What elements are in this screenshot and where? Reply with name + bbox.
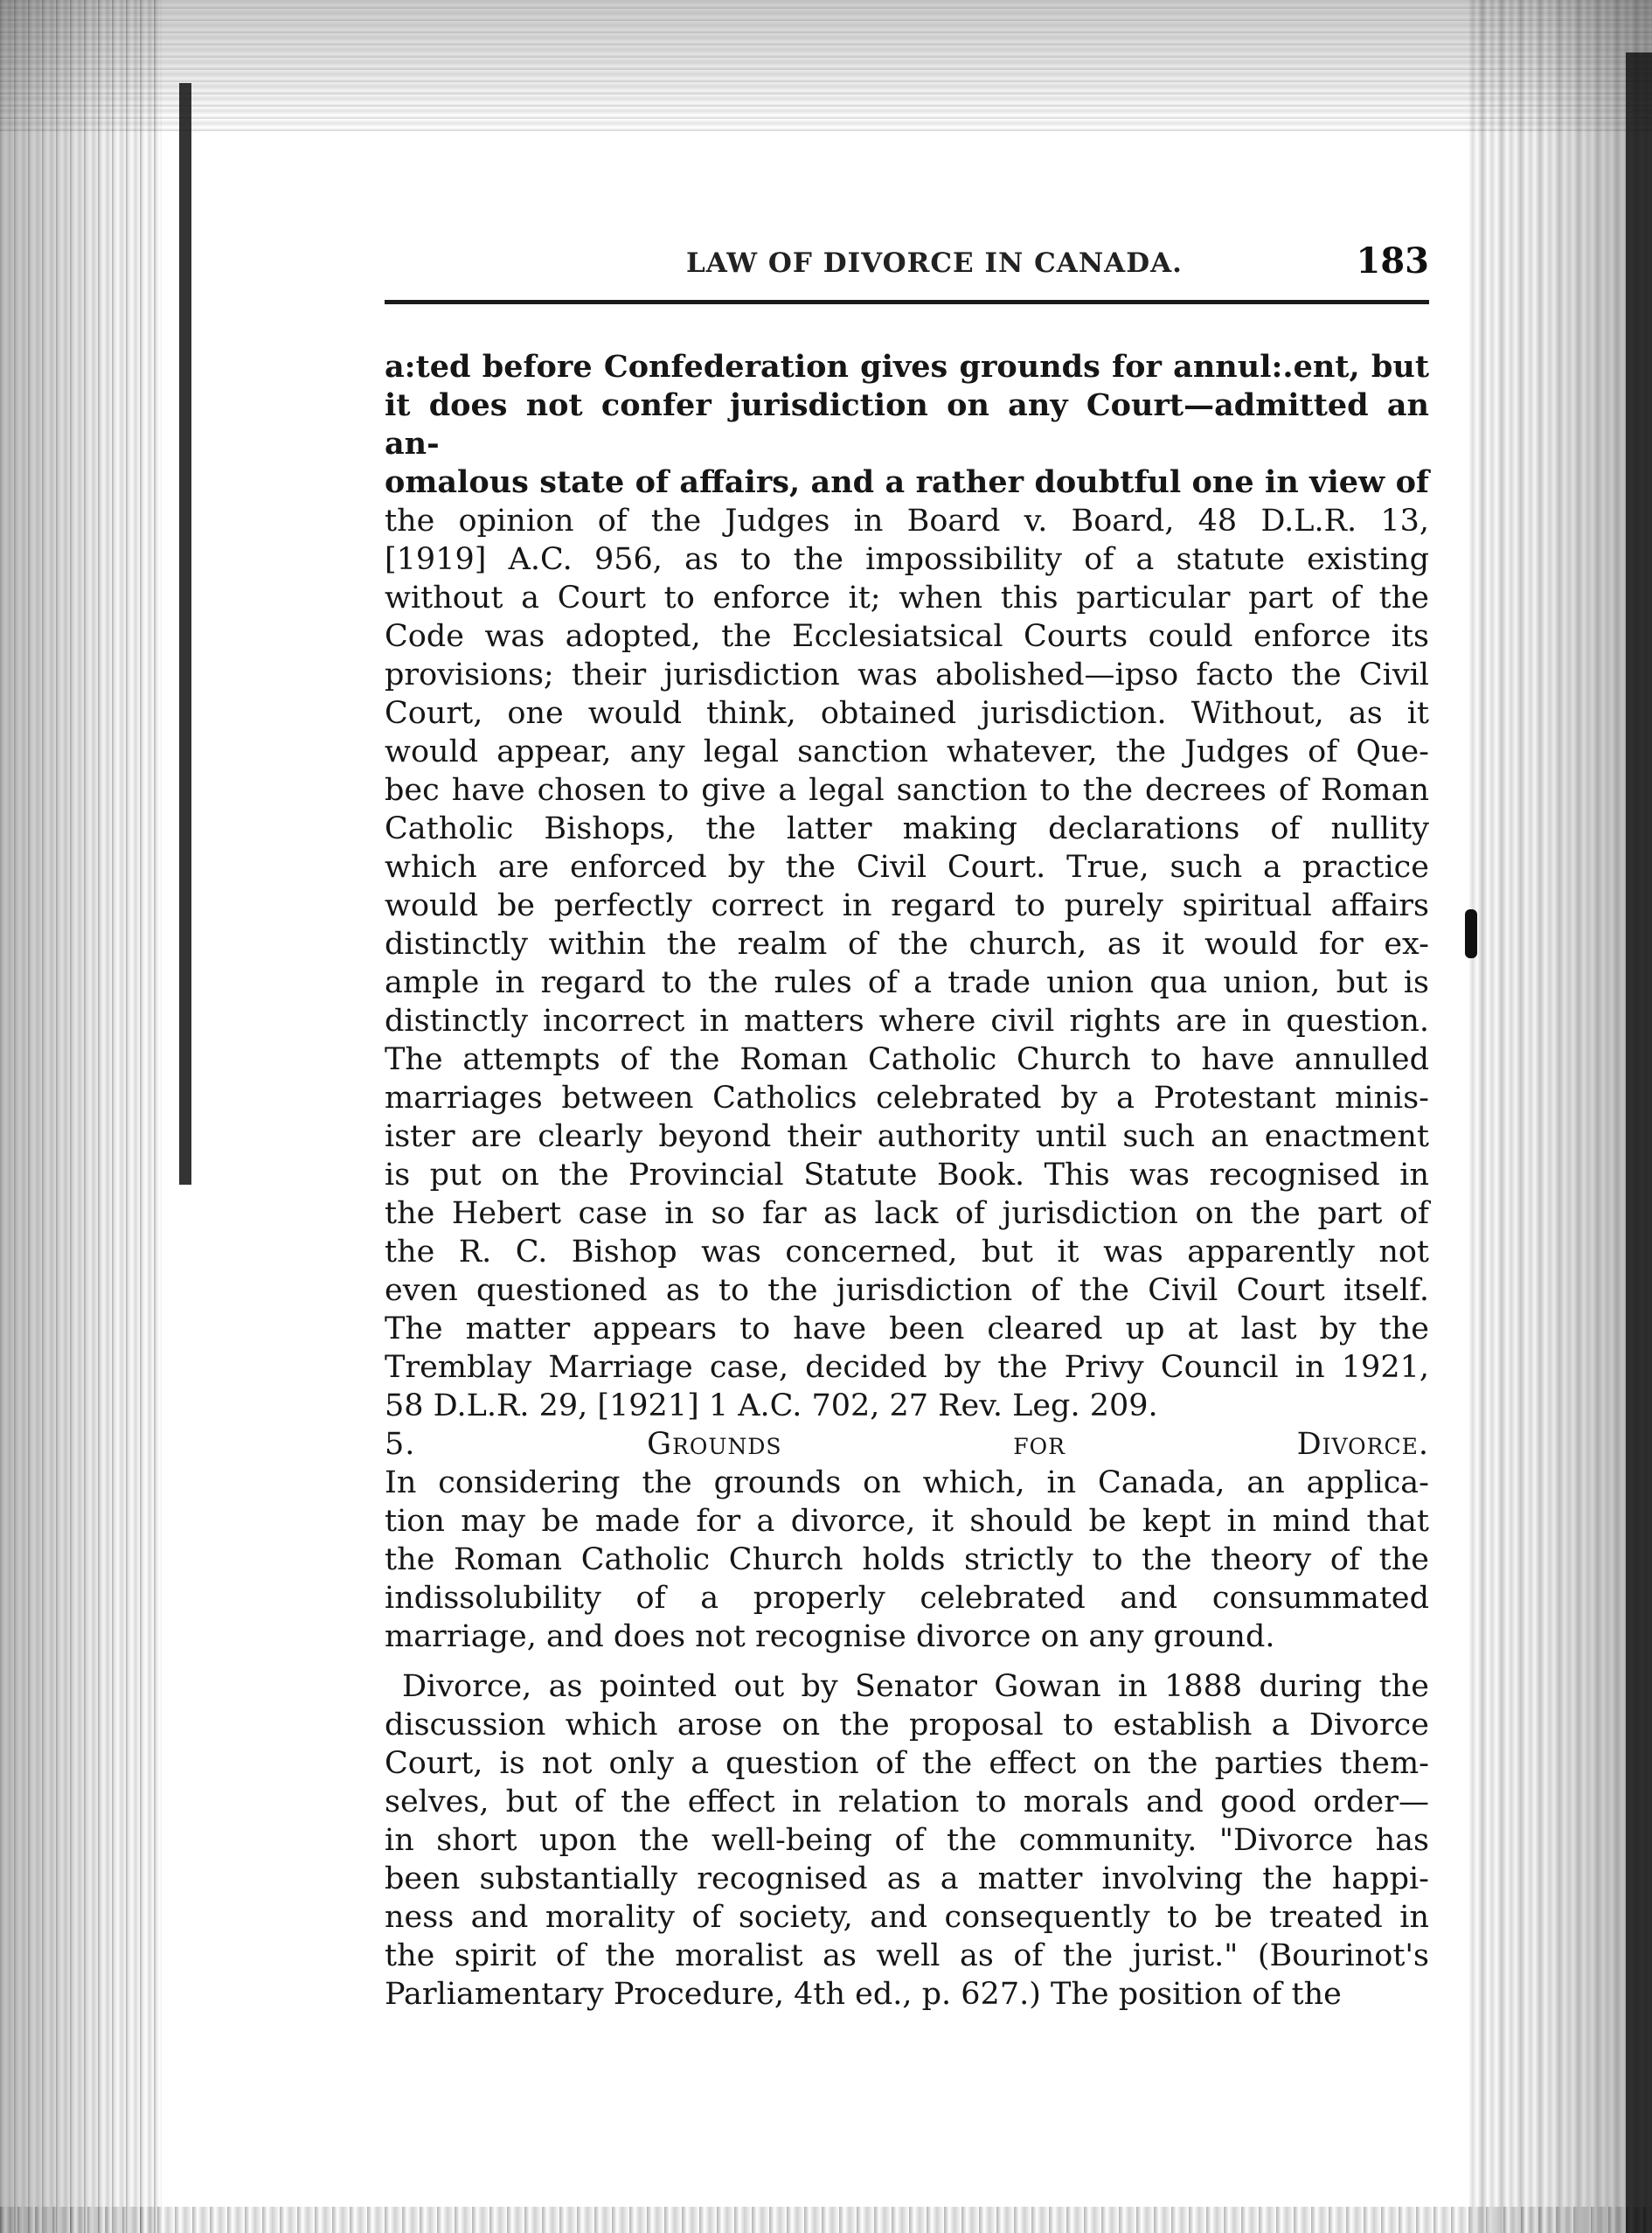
paragraph [385, 1667, 1429, 2014]
text-line: The attempts of the Roman Catholic Church to have annulled [385, 1042, 1429, 1077]
text-line: selves, but of the effect in relation to morals and good order— [385, 1784, 1429, 1819]
text-line: without a Court to enforce it; when this particular part of the [385, 581, 1429, 616]
text-line: a:ted before Confederation gives grounds for annul:.ent, but [385, 349, 1429, 385]
body-text [385, 348, 1429, 2014]
text-line: ness and morality of society, and consequently to be treated in [385, 1900, 1429, 1935]
text-line: indissolubility of a properly celebrated and consummated [385, 1581, 1429, 1616]
binding-clip-mark [1465, 909, 1477, 958]
text-line: it does not confer jurisdiction on any Court—admitted an an- [385, 387, 1429, 462]
text-line: Code was adopted, the Ecclesiatsical Courts could enforce its [385, 619, 1429, 654]
text-line: discussion which arose on the proposal to establish a Divorce [385, 1708, 1429, 1743]
text-line: Court, one would think, obtained jurisdiction. Without, as it [385, 696, 1429, 731]
text-line: The matter appears to have been cleared up at last by the [385, 1311, 1429, 1346]
text-line: distinctly incorrect in matters where civil rights are in question. [385, 1004, 1429, 1039]
text-line: the Hebert case in so far as lack of jurisdiction on the part of [385, 1196, 1429, 1231]
running-header [385, 240, 1429, 284]
header-rule [385, 300, 1429, 304]
text-line: would be perfectly correct in regard to purely spiritual affairs [385, 888, 1429, 923]
text-line: ample in regard to the rules of a trade union qua union, but is [385, 965, 1429, 1000]
text-line: ister are clearly beyond their authority until such an enactment [385, 1119, 1429, 1154]
text-line: which are enforced by the Civil Court. True, such a practice [385, 850, 1429, 885]
running-title: LAW OF DIVORCE IN CANADA. [686, 247, 1183, 279]
scan-shadow-left [179, 83, 191, 1185]
section-heading: 5. Grounds for Divorce. [385, 1427, 1429, 1462]
text-line: in short upon the well-being of the community. "Divorce has [385, 1823, 1429, 1858]
text-line: marriage, and does not recognise divorce on any ground. [385, 1619, 1275, 1654]
text-line: even questioned as to the jurisdiction of the Civil Court itself. [385, 1273, 1429, 1308]
text-line: Parliamentary Procedure, 4th ed., p. 627.) The position of the [385, 1977, 1342, 2012]
paragraph-continued [385, 348, 1429, 1425]
paragraph [385, 1464, 1429, 1656]
text-line: provisions; their jurisdiction was abolished—ipso facto the Civil [385, 657, 1429, 692]
scan-shadow-right [1626, 52, 1652, 2233]
text-line: been substantially recognised as a matter involving the happi- [385, 1861, 1429, 1896]
text-line: distinctly within the realm of the church, as it would for ex- [385, 927, 1429, 962]
scan-edge-bottom [0, 2207, 1652, 2233]
text-line: is put on the Provincial Statute Book. This was recognised in [385, 1158, 1429, 1193]
text-line: tion may be made for a divorce, it should be kept in mind that [385, 1504, 1429, 1539]
text-line: the opinion of the Judges in Board v. Board, 48 D.L.R. 13, [385, 504, 1429, 539]
text-line: omalous state of affairs, and a rather doubtful one in view of [385, 464, 1429, 500]
text-line: 58 D.L.R. 29, [1921] 1 A.C. 702, 27 Rev. Leg. 209. [385, 1388, 1158, 1423]
text-line: Tremblay Marriage case, decided by the Privy Council in 1921, [385, 1350, 1429, 1385]
text-line: Catholic Bishops, the latter making declarations of nullity [385, 811, 1429, 846]
page-number: 183 [1356, 240, 1429, 282]
text-line: the Roman Catholic Church holds strictly to the theory of the [385, 1542, 1429, 1577]
text-line: In considering the grounds on which, in Canada, an applica- [385, 1465, 1429, 1500]
text-line: bec have chosen to give a legal sanction to the decrees of Roman [385, 773, 1429, 808]
text-line: the R. C. Bishop was concerned, but it was apparently not [385, 1235, 1429, 1270]
text-line: the spirit of the moralist as well as of the jurist." (Bourinot's [385, 1938, 1429, 1973]
scan-edge-left [0, 0, 162, 2233]
text-line: would appear, any legal sanction whatever, the Judges of Que- [385, 734, 1429, 769]
text-line: Divorce, as pointed out by Senator Gowan in 1888 during the [402, 1669, 1429, 1704]
text-line: marriages between Catholics celebrated by a Protestant minis- [385, 1081, 1429, 1116]
scan-edge-right [1468, 0, 1652, 2233]
text-line: [1919] A.C. 956, as to the impossibility of a statute existing [385, 542, 1429, 577]
paragraph-gap [385, 1656, 1429, 1667]
text-line: Court, is not only a question of the effect on the parties them- [385, 1746, 1429, 1781]
scan-edge-top [0, 0, 1652, 131]
